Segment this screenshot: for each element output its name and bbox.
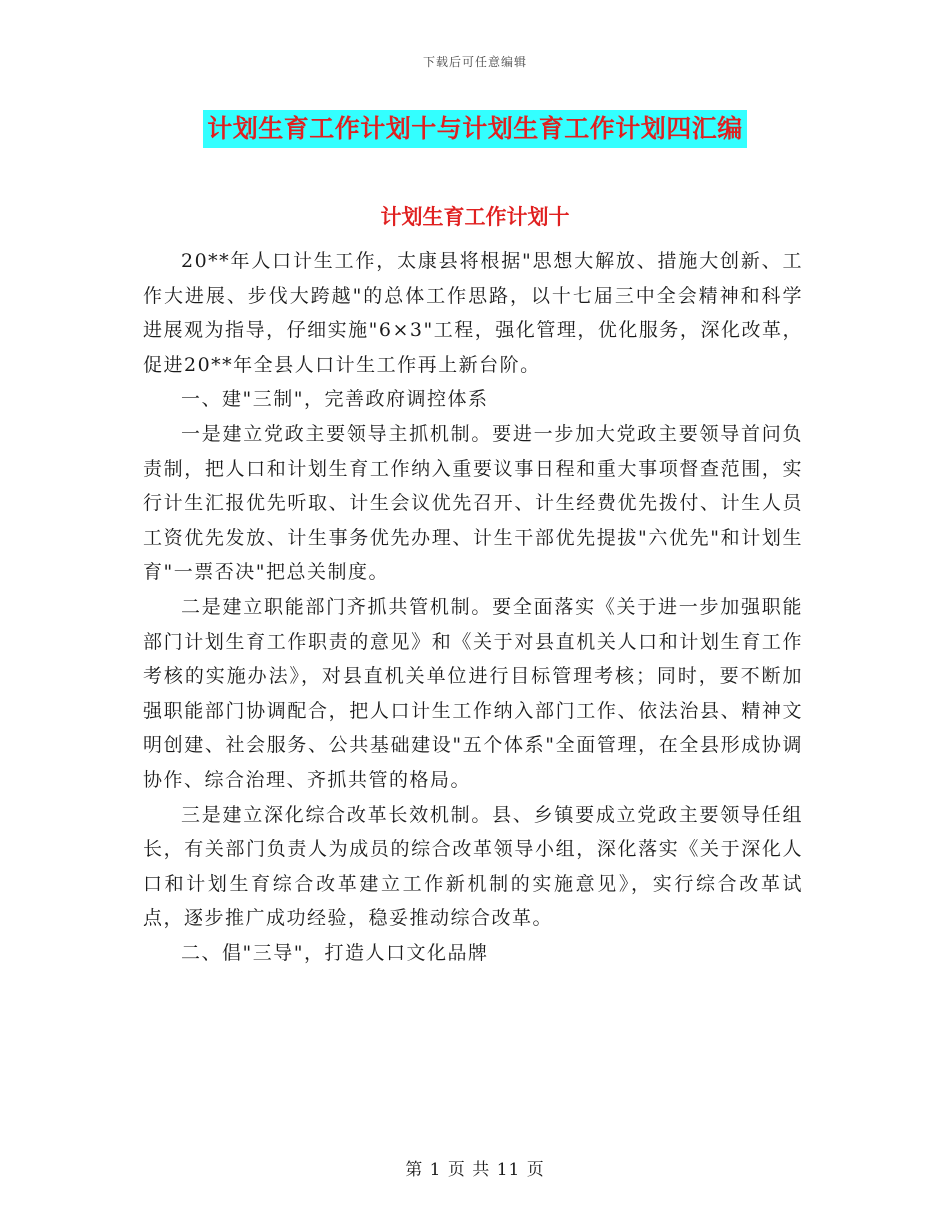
paragraph-3: 三是建立深化综合改革长效机制。县、乡镇要成立党政主要领导任组长，有关部门负责人为成员的综合改革领导小组，深化落实《关于深化人口和计划生育综合改革建立工作新机制的实施意见》，实行综合改革试点，逐步推广成功经验，稳妥推动综合改革。 <box>143 803 803 930</box>
document-body <box>143 244 803 970</box>
header-note: 下载后可任意编辑 <box>422 55 527 69</box>
main-title-container <box>0 110 950 148</box>
paragraph-intro: 20**年人口计生工作，太康县将根据"思想大解放、措施大创新、工作大进展、步伐大跨越"的总体工作思路，以十七届三中全会精神和科学进展观为指导，仔细实施"6×3"工程，强化管理，优化服务，深化改革，促进20**年全县人口计生工作再上新台阶。 <box>143 250 803 376</box>
page-number: 第 1 页 共 11 页 <box>405 1160 545 1180</box>
paragraph-1: 一是建立党政主要领导主抓机制。要进一步加大党政主要领导首问负责制，把人口和计划生育工作纳入重要议事日程和重大事项督查范围，实行计生汇报优先听取、计生会议优先召开、计生经费优先拨付、计生人员工资优先发放、计生事务优先办理、计生干部优先提拔"六优先"和计划生育"一票否决"把总关制度。 <box>143 422 803 584</box>
section-heading-2: 二、倡"三导"，打造人口文化品牌 <box>181 941 489 964</box>
main-title: 计划生育工作计划十与计划生育工作计划四汇编 <box>203 110 747 148</box>
paragraph-2: 二是建立职能部门齐抓共管机制。要全面落实《关于进一步加强职能部门计划生育工作职责的意见》和《关于对县直机关人口和计划生育工作考核的实施办法》，对县直机关单位进行目标管理考核；同时，要不断加强职能部门协调配合，把人口计生工作纳入部门工作、依法治县、精神文明创建、社会服务、公共基础建设"五个体系"全面管理，在全县形成协调协作、综合治理、齐抓共管的格局。 <box>143 595 803 791</box>
section-title: 计划生育工作计划十 <box>380 204 570 229</box>
section-heading-1: 一、建"三制"，完善政府调控体系 <box>181 388 489 411</box>
